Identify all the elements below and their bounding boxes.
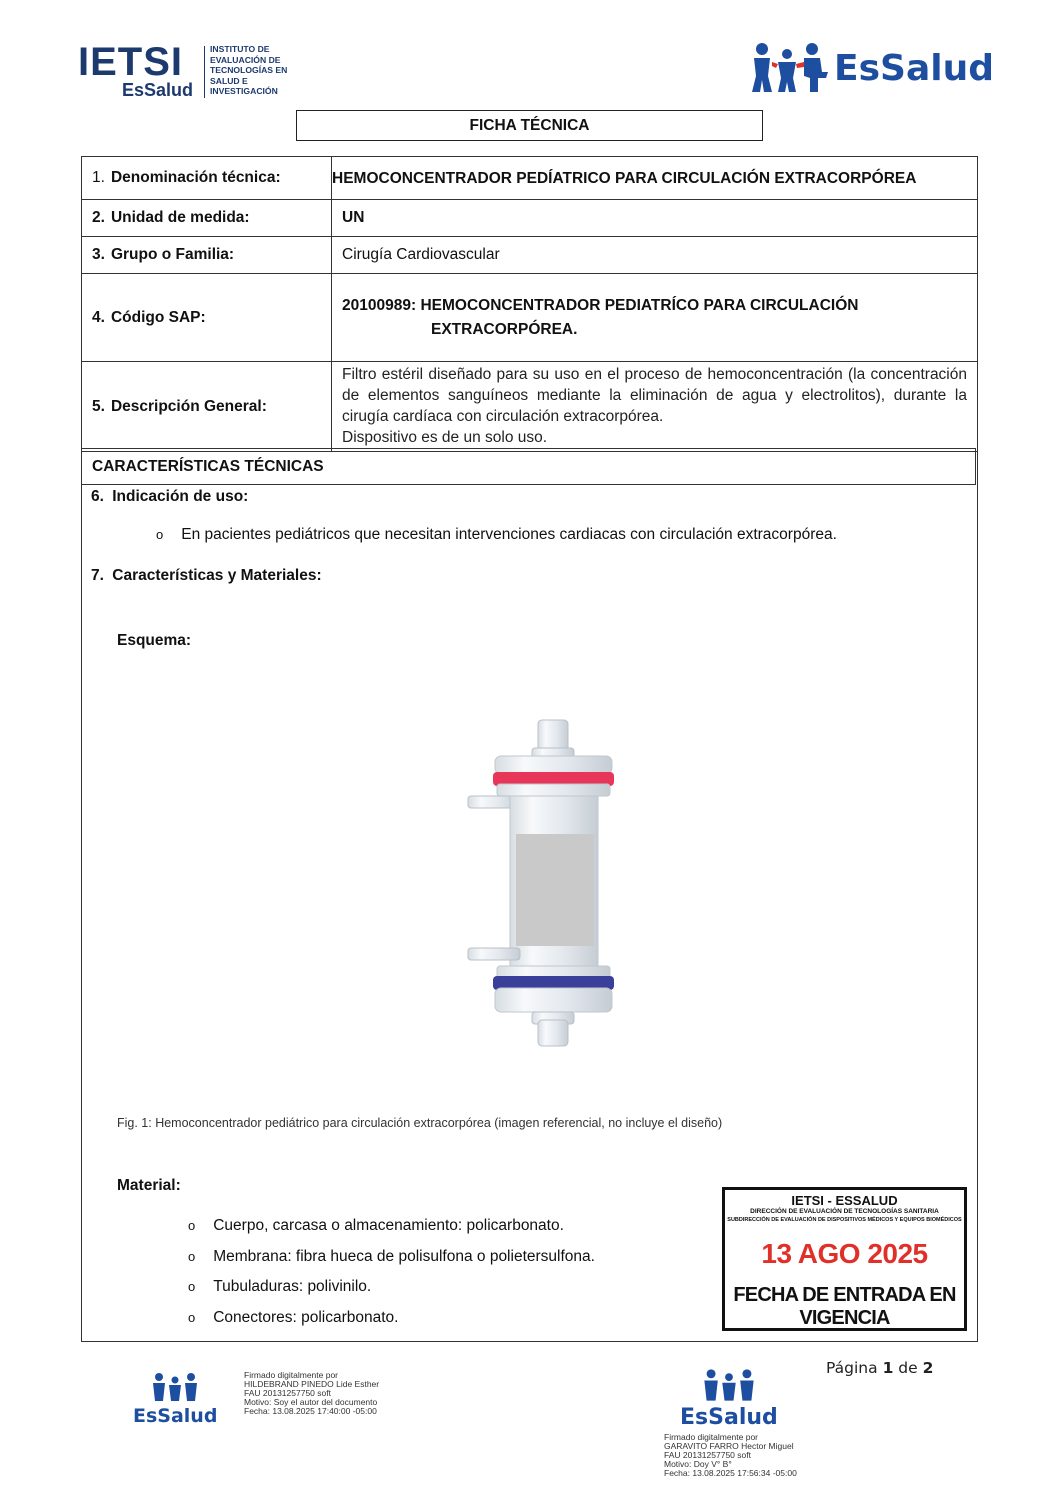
page-prefix: Página [826,1359,878,1377]
row-value: HEMOCONCENTRADOR PEDÍATRICO PARA CIRCULACIÓN EXTRACORPÓREA [332,169,917,187]
row-number: 2. [92,209,105,226]
material-label: Material: [117,1177,181,1194]
row-label-text: Denominación técnica: [110,169,281,186]
material-item-text: Tubuladuras: polivinilo. [213,1278,372,1295]
schema-label: Esquema: [117,632,192,649]
row-value: Cirugía Cardiovascular [342,246,500,263]
table-row [82,274,977,362]
general-description: Filtro estéril diseñado para su uso en el proceso de hemoconcentración (la concentración de elementos sanguíneos mediante la eliminación de agua y electrolitos), durante la cirugía cardíaca con circulación extracorpórea. [342,366,967,425]
row-label-text: Código SAP: [110,308,206,326]
materials-number: 7. [91,567,104,584]
validity-stamp [722,1187,967,1331]
stamp-direction: DIRECCIÓN DE EVALUACIÓN DE TECNOLOGÍAS SANITARIA [750,1208,939,1215]
bullet-icon: o [188,1279,196,1294]
indication-label: Indicación de uso: [112,488,249,505]
family-figures-icon [150,1372,200,1402]
digital-signature-2: Firmado digitalmente por GARAVITO FARRO Hector Miguel FAU 20131257750 soft Motivo: Doy V° B° Fecha: 13.08.2025 17:56:34 -05:00 [664,1432,797,1478]
footer-wordmark-1: EsSalud [133,1405,218,1427]
indication-heading [91,488,248,506]
materials-label: Características y Materiales: [112,567,322,584]
ietsi-logo-subtext: EsSalud [122,80,194,100]
stamp-subdirection: SUBDIRECCIÓN DE EVALUACIÓN DE DISPOSITIVOS MÉDICOS Y EQUIPOS BIOMÉDICOS [727,1217,962,1223]
indication-number: 6. [91,488,104,505]
ietsi-logo-text: IETSI [78,40,184,84]
row-value [332,274,977,361]
essalud-header-wordmark: EsSalud [834,47,994,89]
row-label-text: Unidad de medida: [110,209,250,226]
material-item-text: Cuerpo, carcasa o almacenamiento: policarbonato. [213,1217,564,1234]
indication-item [156,526,837,544]
family-figures-icon [750,42,830,94]
row-label [82,237,332,273]
family-figures-icon [701,1368,757,1402]
row-value [332,362,977,451]
stamp-date: 13 AGO 2025 [761,1238,928,1269]
characteristics-heading: CARACTERÍSTICAS TÉCNICAS [81,448,976,485]
figure-caption: Fig. 1: Hemoconcentrador pediátrico para circulación extracorpórea (imagen referencial, no incluye el diseño) [117,1116,723,1130]
general-description-line2: Dispositivo es de un solo uso. [342,429,548,446]
stamp-title: IETSI - ESSALUD [791,1193,898,1208]
sap-description: HEMOCONCENTRADOR PEDIATRÍCO PARA CIRCULACIÓN [420,297,859,314]
row-number: 3. [92,246,105,263]
row-label [82,157,332,199]
table-row [82,237,977,274]
material-list [188,1211,595,1333]
bullet-icon: o [188,1248,196,1264]
page-current: 1 [882,1359,894,1377]
list-item [188,1242,595,1273]
indication-item-text: En pacientes pediátricos que necesitan intervenciones cardiacas con circulación extracorpórea. [181,526,837,543]
page-total: 2 [922,1359,934,1377]
stamp-caption: FECHA DE ENTRADA EN VIGENCIA [733,1284,956,1329]
list-item [188,1303,595,1334]
page-of: de [898,1359,918,1377]
bullet-icon: o [188,1218,196,1233]
row-label [82,274,332,361]
bullet-icon: o [188,1309,196,1325]
footer-wordmark-2: EsSalud [680,1405,778,1430]
row-value: UN [342,209,365,226]
material-item-text: Conectores: policarbonato. [213,1308,399,1326]
table-row [82,362,977,451]
row-label-text: Grupo o Familia: [110,246,235,263]
sap-description-line2: EXTRACORPÓREA. [431,321,578,338]
row-label-text: Descripción General: [110,397,267,415]
footer-logo-2 [680,1368,778,1430]
technical-spec-table [81,156,978,452]
ietsi-institution-text: INSTITUTO DE EVALUACIÓN DE TECNOLOGÍAS EN SALUD E INVESTIGACIÓN [210,44,288,96]
logo-divider [204,46,205,98]
row-label [82,200,332,236]
document-title: FICHA TÉCNICA [296,110,763,141]
table-row [82,200,977,237]
sap-code: 20100989: [342,297,417,314]
row-number: 4. [92,308,105,326]
materials-heading [91,567,322,585]
row-label [82,362,332,451]
row-number: 1. [92,169,105,186]
essalud-header-logo [750,42,994,94]
list-item [188,1272,595,1303]
table-row [82,157,977,200]
hemoconcentrator-image [460,712,630,1057]
page-number [826,1359,933,1377]
digital-signature-1: Firmado digitalmente por HILDEBRAND PINEDO Lide Esther FAU 20131257750 soft Motivo: Soy el autor del documento Fecha: 13.08.2025 17:40:00 -05:00 [244,1370,380,1416]
row-number: 5. [92,397,105,415]
footer-logo-1 [133,1372,217,1427]
list-item [188,1211,595,1242]
material-item-text: Membrana: fibra hueca de polisulfona o polietersulfona. [213,1247,595,1265]
bullet-icon: o [156,527,164,542]
